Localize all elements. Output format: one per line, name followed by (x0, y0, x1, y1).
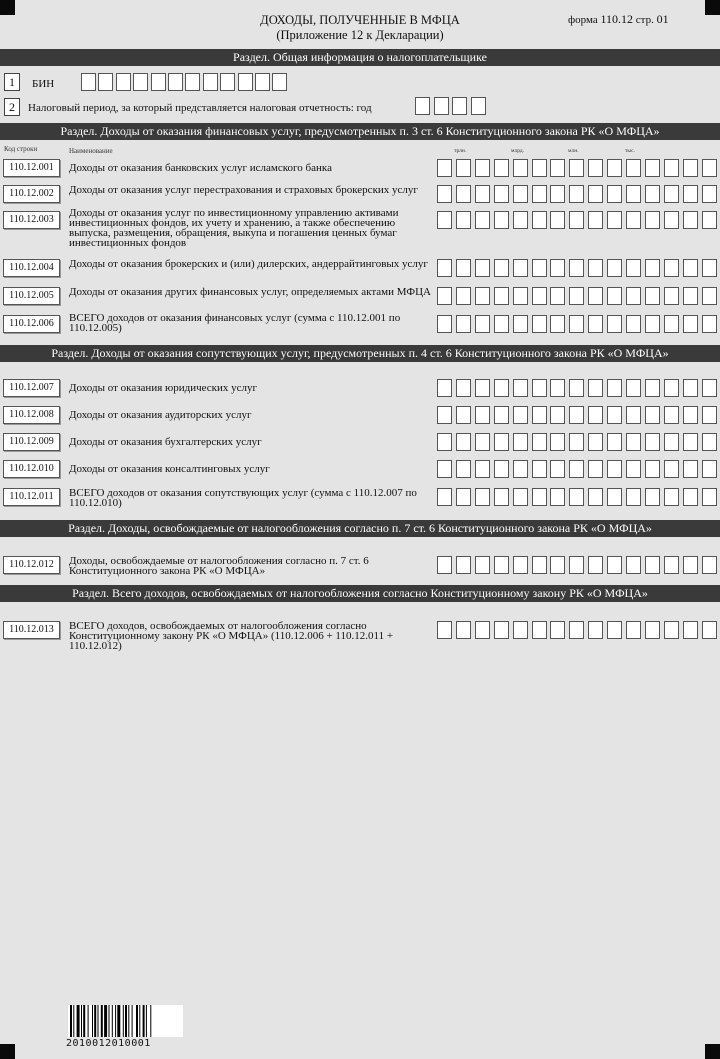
amount-digit-cell[interactable] (607, 433, 622, 451)
amount-digit-cell[interactable] (456, 621, 471, 639)
amount-digit-cell[interactable] (588, 433, 603, 451)
amount-digit-cell[interactable] (513, 287, 528, 305)
amount-digit-cell[interactable] (664, 259, 679, 277)
bin-digit-cell[interactable] (238, 73, 253, 91)
row-code: 110.12.012 (3, 556, 60, 574)
item-1-number: 1 (4, 73, 20, 91)
amount-digit-cell[interactable] (437, 379, 452, 397)
amount-digit-cell[interactable] (607, 556, 622, 574)
barcode-number: 2010012010001 (66, 1038, 151, 1049)
bin-digit-cell[interactable] (116, 73, 131, 91)
amount-digit-cell[interactable] (702, 433, 717, 451)
amount-digit-cell[interactable] (702, 488, 717, 506)
amount-digit-cell[interactable] (664, 315, 679, 333)
amount-digit-cell[interactable] (645, 379, 660, 397)
year-digit-cell[interactable] (471, 97, 486, 115)
amount-digit-cell[interactable] (588, 159, 603, 177)
amount-digit-cell[interactable] (588, 185, 603, 203)
amount-digit-cell[interactable] (588, 621, 603, 639)
amount-digit-cell[interactable] (607, 621, 622, 639)
amount-digit-cell[interactable] (456, 406, 471, 424)
amount-digit-cell[interactable] (702, 460, 717, 478)
amount-digit-cell[interactable] (588, 287, 603, 305)
amount-digit-cell[interactable] (494, 259, 509, 277)
amount-digit-cell[interactable] (532, 287, 547, 305)
row-code: 110.12.001 (3, 159, 60, 177)
amount-digit-cell[interactable] (513, 379, 528, 397)
amount-digit-cell[interactable] (607, 379, 622, 397)
amount-digit-cell[interactable] (475, 488, 490, 506)
amount-digit-cell[interactable] (664, 379, 679, 397)
page-label: стр. (635, 14, 654, 26)
row-name: Доходы от оказания аудиторских услуг (69, 409, 252, 421)
amount-digit-cell[interactable] (532, 315, 547, 333)
amount-digit-cell[interactable] (607, 488, 622, 506)
amount-digit-cell[interactable] (550, 185, 565, 203)
amount-digit-cell[interactable] (683, 556, 698, 574)
amount-digit-cell[interactable] (550, 379, 565, 397)
amount-digit-cell[interactable] (475, 259, 490, 277)
page-number: 01 (656, 12, 669, 26)
amount-digit-cell[interactable] (607, 159, 622, 177)
row-name: Доходы от оказания услуг перестрахования и страховых брокерских услуг (69, 184, 418, 196)
amount-digit-cell[interactable] (569, 379, 584, 397)
amount-digit-cell[interactable] (456, 287, 471, 305)
amount-digit-cell[interactable] (645, 185, 660, 203)
amount-digit-cell[interactable] (494, 556, 509, 574)
amount-digit-cell[interactable] (645, 315, 660, 333)
amount-digit-cell[interactable] (607, 185, 622, 203)
amount-digit-cell[interactable] (550, 259, 565, 277)
amount-digit-cell[interactable] (588, 488, 603, 506)
amount-digit-cell[interactable] (456, 259, 471, 277)
amount-digit-cell[interactable] (683, 621, 698, 639)
amount-digit-cell[interactable] (645, 556, 660, 574)
amount-digit-cell[interactable] (437, 621, 452, 639)
amount-digit-cell[interactable] (437, 433, 452, 451)
bin-label: БИН (32, 78, 55, 90)
amount-digit-cell[interactable] (702, 406, 717, 424)
row-name: Доходы от оказания других финансовых услуг, определяемых актами МФЦА (69, 286, 431, 298)
amount-digit-cell[interactable] (475, 315, 490, 333)
form-title-sub: (Приложение 12 к Декларации) (276, 28, 444, 42)
amount-digit-cell[interactable] (702, 259, 717, 277)
amount-digit-cell[interactable] (456, 460, 471, 478)
amount-digit-cell[interactable] (494, 406, 509, 424)
bin-digit-cell[interactable] (185, 73, 200, 91)
amount-digit-cell[interactable] (607, 460, 622, 478)
bin-digit-cell[interactable] (98, 73, 113, 91)
amount-digit-cell[interactable] (664, 159, 679, 177)
row-name: Доходы от оказания брокерских и (или) дилерских, андеррайтинговых услуг (69, 258, 428, 270)
unit-label-billion: млрд. (511, 148, 525, 154)
amount-digit-cell[interactable] (683, 259, 698, 277)
amount-digit-cell[interactable] (494, 433, 509, 451)
amount-digit-cell[interactable] (645, 621, 660, 639)
amount-digit-cell[interactable] (607, 406, 622, 424)
amount-digit-cell[interactable] (683, 460, 698, 478)
amount-digit-cell[interactable] (626, 556, 641, 574)
row-code: 110.12.004 (3, 259, 60, 277)
amount-digit-cell[interactable] (532, 460, 547, 478)
amount-digit-cell[interactable] (513, 211, 528, 229)
amount-digit-cell[interactable] (532, 556, 547, 574)
row-code: 110.12.013 (3, 621, 60, 639)
bin-digit-cell[interactable] (133, 73, 148, 91)
row-code: 110.12.008 (3, 406, 60, 424)
amount-digit-cell[interactable] (532, 621, 547, 639)
amount-digit-cell[interactable] (645, 433, 660, 451)
amount-digit-cell[interactable] (494, 621, 509, 639)
amount-digit-cell[interactable] (702, 379, 717, 397)
amount-digit-cell[interactable] (513, 621, 528, 639)
amount-digit-cell[interactable] (683, 315, 698, 333)
row-name: ВСЕГО доходов, освобождаемых от налогообложения согласно Конституционному закону РК «О МФЦА» (110.12.006 + 110.12.011 + 110.12.012) (69, 620, 394, 652)
amount-digit-cell[interactable] (626, 379, 641, 397)
amount-digit-cell[interactable] (513, 406, 528, 424)
amount-digit-cell[interactable] (664, 433, 679, 451)
column-header-code: Код строки (4, 145, 38, 153)
amount-digit-cell[interactable] (645, 211, 660, 229)
corner-marker-bottom-right (705, 1044, 720, 1059)
amount-digit-cell[interactable] (532, 185, 547, 203)
amount-digit-cell[interactable] (456, 185, 471, 203)
amount-digit-cell[interactable] (626, 159, 641, 177)
amount-digit-cell[interactable] (532, 406, 547, 424)
amount-digit-cell[interactable] (626, 185, 641, 203)
amount-digit-cell[interactable] (550, 433, 565, 451)
amount-digit-cell[interactable] (683, 211, 698, 229)
year-digit-cell[interactable] (415, 97, 430, 115)
amount-digit-cell[interactable] (588, 211, 603, 229)
amount-digit-cell[interactable] (683, 406, 698, 424)
section-title: Раздел. Доходы от оказания сопутствующих услуг, предусмотренных п. 4 ст. 6 Конституционного закона РК «О МФЦА» (0, 345, 720, 362)
form-number-block (568, 12, 669, 27)
amount-digit-cell[interactable] (588, 556, 603, 574)
amount-digit-cell[interactable] (456, 211, 471, 229)
form-label: форма (568, 14, 598, 26)
amount-digit-cell[interactable] (626, 406, 641, 424)
amount-digit-cell[interactable] (645, 460, 660, 478)
tax-period-label: Налоговый период, за который представляется налоговая отчетность: год (28, 102, 372, 114)
amount-digit-cell[interactable] (475, 556, 490, 574)
unit-label-thousand: тыс. (625, 148, 635, 154)
amount-digit-cell[interactable] (683, 379, 698, 397)
amount-digit-cell[interactable] (702, 315, 717, 333)
amount-digit-cell[interactable] (664, 406, 679, 424)
amount-digit-cell[interactable] (494, 379, 509, 397)
unit-label-million: млн. (568, 148, 579, 154)
amount-digit-cell[interactable] (626, 433, 641, 451)
amount-digit-cell[interactable] (569, 259, 584, 277)
amount-digit-cell[interactable] (664, 287, 679, 305)
amount-digit-cell[interactable] (513, 185, 528, 203)
amount-digit-cell[interactable] (475, 185, 490, 203)
amount-digit-cell[interactable] (456, 433, 471, 451)
amount-digit-cell[interactable] (626, 315, 641, 333)
amount-digit-cell[interactable] (437, 406, 452, 424)
amount-digit-cell[interactable] (569, 185, 584, 203)
amount-digit-cell[interactable] (569, 621, 584, 639)
row-name: Доходы, освобождаемые от налогообложения согласно п. 7 ст. 6 Конституционного закона РК «О МФЦА» (69, 555, 369, 577)
row-name: Доходы от оказания банковских услуг исламского банка (69, 162, 332, 174)
amount-digit-cell[interactable] (532, 211, 547, 229)
amount-digit-cell[interactable] (550, 621, 565, 639)
amount-digit-cell[interactable] (569, 488, 584, 506)
amount-digit-cell[interactable] (513, 433, 528, 451)
amount-digit-cell[interactable] (494, 287, 509, 305)
amount-digit-cell[interactable] (607, 259, 622, 277)
column-header-name: Наименование (69, 147, 113, 155)
amount-digit-cell[interactable] (626, 211, 641, 229)
amount-digit-cell[interactable] (588, 259, 603, 277)
amount-digit-cell[interactable] (569, 211, 584, 229)
amount-digit-cell[interactable] (683, 433, 698, 451)
amount-digit-cell[interactable] (702, 185, 717, 203)
amount-digit-cell[interactable] (550, 406, 565, 424)
amount-digit-cell[interactable] (494, 185, 509, 203)
amount-digit-cell[interactable] (626, 621, 641, 639)
bin-digit-cell[interactable] (151, 73, 166, 91)
amount-digit-cell[interactable] (475, 159, 490, 177)
bin-digit-cell[interactable] (255, 73, 270, 91)
amount-digit-cell[interactable] (569, 433, 584, 451)
amount-digit-cell[interactable] (475, 621, 490, 639)
item-2-number: 2 (4, 98, 20, 116)
amount-digit-cell[interactable] (683, 287, 698, 305)
amount-digit-cell[interactable] (494, 460, 509, 478)
row-code: 110.12.003 (3, 211, 60, 229)
amount-digit-cell[interactable] (513, 460, 528, 478)
amount-digit-cell[interactable] (513, 159, 528, 177)
row-code: 110.12.006 (3, 315, 60, 333)
amount-digit-cell[interactable] (456, 379, 471, 397)
amount-digit-cell[interactable] (569, 159, 584, 177)
amount-digit-cell[interactable] (513, 556, 528, 574)
amount-digit-cell[interactable] (494, 315, 509, 333)
amount-digit-cell[interactable] (550, 488, 565, 506)
amount-digit-cell[interactable] (626, 287, 641, 305)
amount-digit-cell[interactable] (456, 159, 471, 177)
amount-digit-cell[interactable] (550, 315, 565, 333)
bin-digit-cell[interactable] (168, 73, 183, 91)
amount-digit-cell[interactable] (626, 488, 641, 506)
amount-digit-cell[interactable] (475, 460, 490, 478)
amount-digit-cell[interactable] (475, 211, 490, 229)
barcode-image (68, 1005, 183, 1037)
amount-digit-cell[interactable] (645, 406, 660, 424)
amount-digit-cell[interactable] (607, 211, 622, 229)
row-name: Доходы от оказания бухгалтерских услуг (69, 436, 262, 448)
bin-digit-cell[interactable] (272, 73, 287, 91)
section-title: Раздел. Доходы, освобождаемые от налогообложения согласно п. 7 ст. 6 Конституционного закона РК «О МФЦА» (0, 520, 720, 537)
amount-digit-cell[interactable] (456, 488, 471, 506)
amount-digit-cell[interactable] (607, 315, 622, 333)
row-code: 110.12.010 (3, 460, 60, 478)
amount-digit-cell[interactable] (437, 488, 452, 506)
row-code: 110.12.007 (3, 379, 60, 397)
amount-digit-cell[interactable] (645, 159, 660, 177)
amount-digit-cell[interactable] (494, 159, 509, 177)
amount-digit-cell[interactable] (569, 315, 584, 333)
row-name: Доходы от оказания услуг по инвестиционному управлению активами инвестиционных фондов, их учету и хранению, а также обеспечению выпуска, размещения, обращения, выкупа и погашения ценных бумаг инвестиционных фондов (69, 207, 399, 249)
form-title-main: ДОХОДЫ, ПОЛУЧЕННЫЕ В МФЦА (260, 13, 460, 27)
row-code: 110.12.005 (3, 287, 60, 305)
section-general-title: Раздел. Общая информация о налогоплательщике (0, 49, 720, 66)
amount-digit-cell[interactable] (702, 556, 717, 574)
amount-digit-cell[interactable] (475, 287, 490, 305)
amount-digit-cell[interactable] (550, 460, 565, 478)
amount-digit-cell[interactable] (626, 259, 641, 277)
amount-digit-cell[interactable] (513, 315, 528, 333)
amount-digit-cell[interactable] (437, 315, 452, 333)
corner-marker-bottom-left (0, 1044, 15, 1059)
amount-digit-cell[interactable] (588, 315, 603, 333)
row-code: 110.12.009 (3, 433, 60, 451)
form-number: 110.12 (600, 12, 634, 26)
row-name: Доходы от оказания консалтинговых услуг (69, 463, 270, 475)
amount-digit-cell[interactable] (588, 379, 603, 397)
amount-digit-cell[interactable] (532, 433, 547, 451)
amount-digit-cell[interactable] (569, 460, 584, 478)
row-name: Доходы от оказания юридических услуг (69, 382, 258, 394)
bin-digit-cell[interactable] (220, 73, 235, 91)
amount-digit-cell[interactable] (702, 159, 717, 177)
year-digit-cell[interactable] (434, 97, 449, 115)
year-digit-cell[interactable] (452, 97, 467, 115)
amount-digit-cell[interactable] (475, 379, 490, 397)
amount-digit-cell[interactable] (683, 488, 698, 506)
amount-digit-cell[interactable] (702, 287, 717, 305)
bin-digit-cell[interactable] (203, 73, 218, 91)
amount-digit-cell[interactable] (437, 159, 452, 177)
amount-digit-cell[interactable] (550, 159, 565, 177)
row-code: 110.12.011 (3, 488, 60, 506)
amount-digit-cell[interactable] (645, 488, 660, 506)
row-name: ВСЕГО доходов от оказания финансовых услуг (сумма с 110.12.001 по 110.12.005) (69, 312, 401, 334)
amount-digit-cell[interactable] (664, 211, 679, 229)
amount-digit-cell[interactable] (588, 406, 603, 424)
amount-digit-cell[interactable] (702, 211, 717, 229)
amount-digit-cell[interactable] (550, 556, 565, 574)
bin-digit-cell[interactable] (81, 73, 96, 91)
amount-digit-cell[interactable] (456, 315, 471, 333)
amount-digit-cell[interactable] (513, 488, 528, 506)
amount-digit-cell[interactable] (607, 287, 622, 305)
amount-digit-cell[interactable] (588, 460, 603, 478)
amount-digit-cell[interactable] (664, 185, 679, 203)
row-code: 110.12.002 (3, 185, 60, 203)
amount-digit-cell[interactable] (532, 259, 547, 277)
amount-digit-cell[interactable] (664, 621, 679, 639)
section-title: Раздел. Всего доходов, освобождаемых от налогообложения согласно Конституционному закону РК «О МФЦА» (0, 585, 720, 602)
amount-digit-cell[interactable] (437, 211, 452, 229)
amount-digit-cell[interactable] (626, 460, 641, 478)
amount-digit-cell[interactable] (569, 287, 584, 305)
amount-digit-cell[interactable] (683, 185, 698, 203)
amount-digit-cell[interactable] (569, 406, 584, 424)
amount-digit-cell[interactable] (437, 259, 452, 277)
amount-digit-cell[interactable] (456, 556, 471, 574)
section-title: Раздел. Доходы от оказания финансовых услуг, предусмотренных п. 3 ст. 6 Конституционного закона РК «О МФЦА» (0, 123, 720, 140)
amount-digit-cell[interactable] (532, 488, 547, 506)
amount-digit-cell[interactable] (475, 406, 490, 424)
amount-digit-cell[interactable] (437, 287, 452, 305)
amount-digit-cell[interactable] (475, 433, 490, 451)
amount-digit-cell[interactable] (702, 621, 717, 639)
amount-digit-cell[interactable] (550, 211, 565, 229)
amount-digit-cell[interactable] (437, 460, 452, 478)
unit-label-trillion: трлн. (454, 148, 467, 154)
amount-digit-cell[interactable] (645, 287, 660, 305)
amount-digit-cell[interactable] (664, 488, 679, 506)
amount-digit-cell[interactable] (683, 159, 698, 177)
amount-digit-cell[interactable] (664, 556, 679, 574)
amount-digit-cell[interactable] (513, 259, 528, 277)
amount-digit-cell[interactable] (645, 259, 660, 277)
amount-digit-cell[interactable] (550, 287, 565, 305)
amount-digit-cell[interactable] (494, 211, 509, 229)
amount-digit-cell[interactable] (437, 185, 452, 203)
amount-digit-cell[interactable] (494, 488, 509, 506)
amount-digit-cell[interactable] (532, 379, 547, 397)
row-name: ВСЕГО доходов от оказания сопутствующих услуг (сумма с 110.12.007 по 110.12.010) (69, 487, 417, 509)
amount-digit-cell[interactable] (664, 460, 679, 478)
amount-digit-cell[interactable] (569, 556, 584, 574)
amount-digit-cell[interactable] (437, 556, 452, 574)
amount-digit-cell[interactable] (532, 159, 547, 177)
